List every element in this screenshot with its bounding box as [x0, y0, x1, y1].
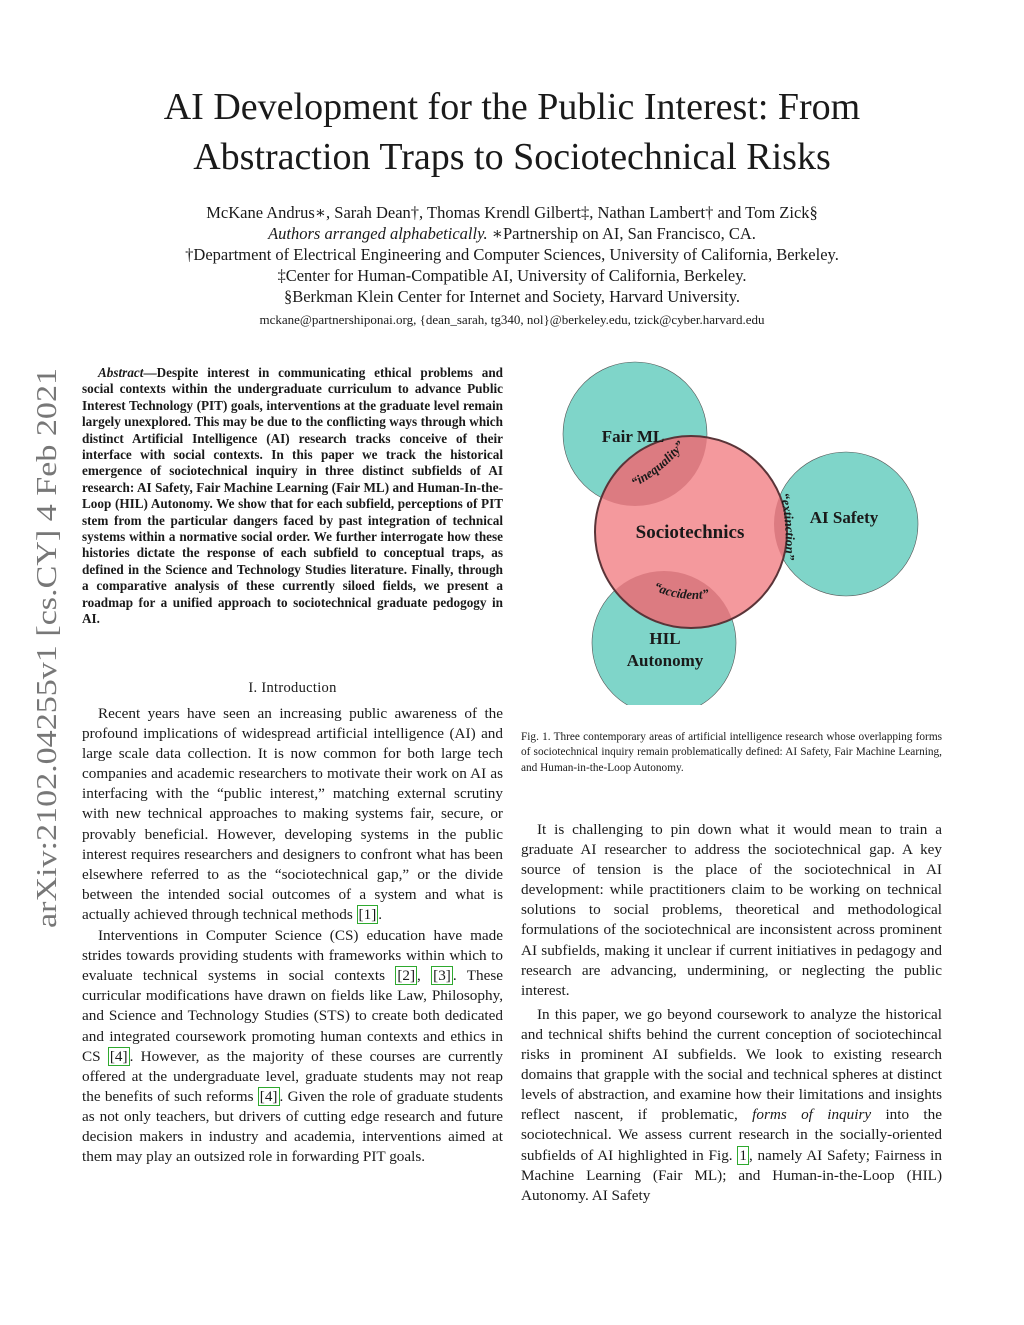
label-fair-ml: Fair ML — [601, 427, 665, 446]
figure-link[interactable]: 1 — [739, 1146, 747, 1164]
label-ai-safety: AI Safety — [809, 508, 879, 527]
citation-link[interactable]: [4] — [259, 1087, 278, 1105]
author-names: McKane Andrus∗, Sarah Dean†, Thomas Krendl Gilbert‡, Nathan Lambert† and Tom Zick§ — [206, 203, 818, 222]
right-column-body — [521, 820, 942, 1206]
author-note-italic: Authors arranged alphabetically. — [268, 224, 488, 243]
figure-caption: Fig. 1. Three contemporary areas of artificial intelligence research whose overlapping forms of sociotechnical inquiry remain problematically defined: AI Safety, Fair Machine Learning, and Human-in-the-Loop Autonomy. — [521, 731, 942, 774]
abstract-label: Abstract — [98, 365, 144, 380]
arxiv-stamp — [18, 365, 68, 930]
author-note — [0, 223, 1024, 244]
author-emails: mckane@partnershiponai.org, {dean_sarah, tg340, nol}@berkeley.edu, tzick@cyber.harvard.edu — [259, 312, 765, 327]
paragraph-1: Recent years have seen an increasing public awareness of the profound implications of widespread artificial intelligence (AI) and large scale data collection. It is now common for both large tech companies and academic researchers to motivate their work on AI as interfacing with the “public interest,” matching external scrutiny with new technical approaches to making systems fair, secure, or provably beneficial. However, developing systems in the public interest requires researchers and designers to confront what has been elsewhere referred to as the “sociotechnical gap,” or the divide between the intended social outcomes of a system and what is actually achieved through technical methods [1] . — [82, 705, 503, 923]
affiliation-1: †Department of Electrical Engineering and Computer Sciences, University of California, Berkeley. — [185, 245, 839, 264]
title-line-1: AI Development for the Public Interest: From — [163, 86, 861, 128]
label-sociotechnics: Sociotechnics — [635, 522, 745, 543]
affiliation-2: ‡Center for Human-Compatible AI, University of California, Berkeley. — [277, 266, 747, 285]
paragraph-3: It is challenging to pin down what it would mean to train a graduate AI researcher to address the sociotechnical gap. A key source of tension is the place of the sociotechnical in AI development: while practitioners claim to be working on technical solutions to social problems, theoretical and methodological formulations of the sociotechnical are inconsistent across prominent AI subfields, making it unclear if current initiatives in pedagogy and research are advancing, undermining, or neglecting the public interest. — [521, 821, 942, 999]
citation-link[interactable]: [1] — [358, 905, 377, 923]
paragraph-4: In this paper, we go beyond coursework to analyze the historical and technical shifts behind the current conception of sociotechincal risks in prominent AI subfields. We look to existing research domains that grapple with the social and technical spheres at distinct levels of abstraction, and examine how their limitations and insights reflect nascent, if problematic, forms of inquiry into the sociotechnical. We assess current research in the socially-oriented subfields of AI highlighted in Fig. 1 , namely AI Safety; Fairness in Machine Learning (Fair ML); and Human-in-the-Loop (HIL) Autonomy. AI Safety — [521, 1005, 943, 1204]
abstract-text: —Despite interest in communicating ethical problems and social contexts within the undergraduate curriculum to advance Public Interest Technology (PIT) goals, interventions at the graduate level remain largely unexplored. This may be due to the conflicting ways through which distinct Artificial Intelligence (AI) research tracks conceive of their interface with social contexts. In this paper we track the historical emergence of sociotechnical inquiry in three distinct subfields of AI research: AI Safety, Fair Machine Learning (Fair ML) and Human-In-the-Loop (HIL) Autonomy. We show that for each subfield, perceptions of PIT stem from the particular dangers faced by past integration of technical systems within a normative social order. We further interrogate how these histories dictate the response of each subfield to conceptual traps, as defined in the Science and Technology Studies literature. Finally, through a comparative analysis of these currently siloed fields, we present a roadmap for a unified approach to sociotechnical graduate pedogogy in AI. — [82, 365, 503, 627]
left-column-body — [82, 704, 503, 1167]
author-block — [0, 202, 1024, 330]
section-heading: I. Introduction — [248, 680, 337, 696]
emphasis: forms of inquiry — [752, 1106, 872, 1124]
label-extinction: “extinction” — [777, 491, 798, 561]
arxiv-stamp-text: arXiv:2102.04255v1 [cs.CY] 4 Feb 2021 — [31, 451, 63, 928]
citation-link[interactable]: [4] — [109, 1047, 128, 1065]
author-note-rest: ∗Partnership on AI, San Francisco, CA. — [491, 224, 756, 243]
citation-link[interactable]: [2] — [397, 967, 416, 985]
title-line-2: Abstraction Traps to Sociotechnical Risks — [193, 136, 831, 178]
label-accident: “accident” — [651, 578, 710, 602]
paper-title — [0, 82, 1024, 182]
venn-diagram-figure — [540, 360, 930, 705]
abstract — [82, 365, 503, 628]
citation-link[interactable]: [3] — [433, 967, 451, 985]
label-autonomy: Autonomy — [626, 651, 704, 670]
label-hil: HIL — [649, 629, 681, 648]
paragraph-2: Interventions in Computer Science (CS) education have made strides towards providing students with frameworks within which to evaluate technical systems in social contexts [2] , [3] . These curricular modifications have drawn on fields like Law, Philosophy, and Science and Technology Studies (STS) to create both dedicated and integrated coursework promoting human contexts and ethics in CS [4] . However, as the majority of these courses are currently offered at the undergraduate level, graduate students may not reap the benefits of such reforms [4] . Given the role of graduate students as not only teachers, but drivers of cutting edge research and future decision makers in industry and academia, interventions aimed at them may play an outsized role in forwarding PIT goals. — [82, 927, 503, 1166]
affiliation-3: §Berkman Klein Center for Internet and Society, Harvard University. — [283, 287, 741, 306]
label-inequality: “inequality” — [628, 437, 688, 490]
